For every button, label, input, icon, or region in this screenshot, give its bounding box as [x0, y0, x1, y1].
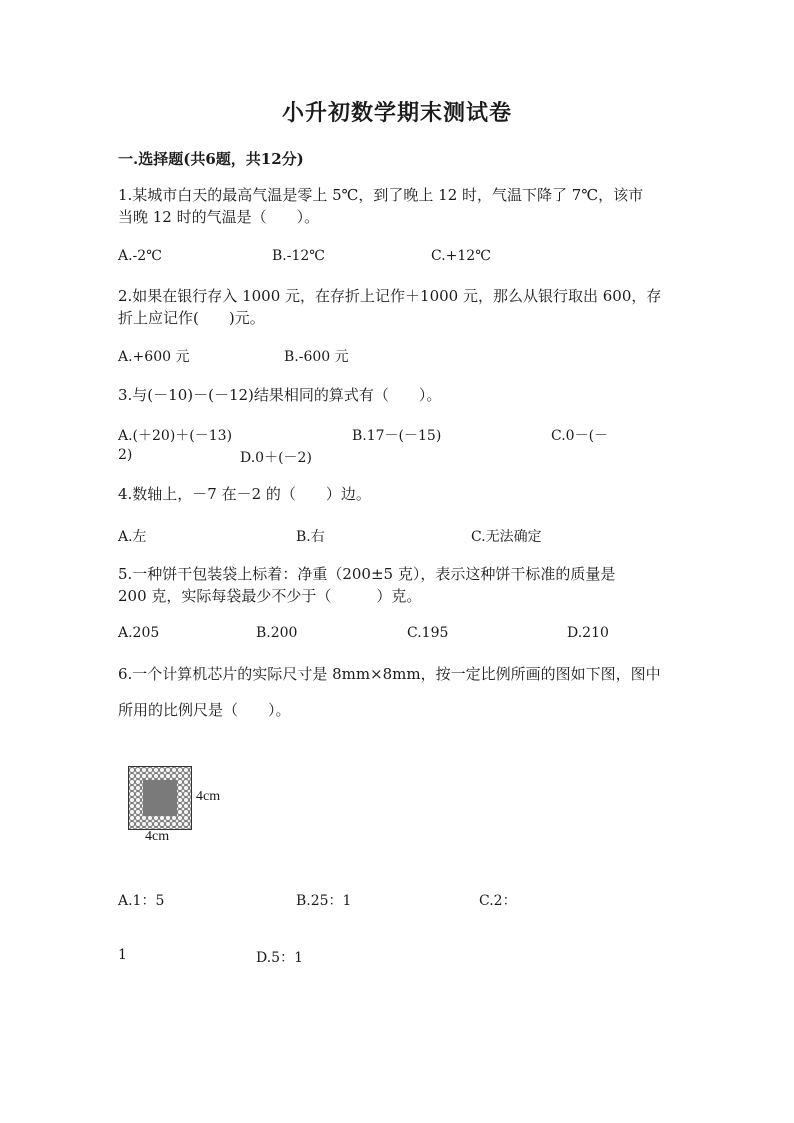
- question-3-option-a: A.(＋20)＋(－13): [118, 428, 233, 444]
- question-1-option-c: C.+12℃: [431, 248, 491, 264]
- question-3-option-c-cont: 2): [118, 447, 133, 463]
- question-1-line-1: 1.某城市白天的最高气温是零上 5℃，到了晚上 12 时，气温下降了 7℃，该市: [118, 186, 644, 204]
- question-5-line-1: 5.一种饼干包装袋上标着：净重（200±5 克），表示这种饼干标准的质量是: [118, 565, 616, 583]
- question-2-line-2: 折上应记作( )元。: [118, 309, 265, 327]
- question-5-option-a: A.205: [118, 625, 160, 641]
- question-5-option-b: B.200: [256, 625, 298, 641]
- question-5-line-2: 200 克，实际每袋最少不少于（ ）克。: [118, 587, 422, 605]
- question-1-line-2: 当晚 12 时的气温是（ ）。: [118, 208, 320, 226]
- question-6-option-c: C.2：: [479, 893, 517, 909]
- figure-bottom-label: 4cm: [145, 829, 170, 844]
- question-4-line-1: 4.数轴上，－7 在－2 的（ ）边。: [118, 485, 371, 503]
- question-3-line-1: 3.与(－10)－(－12)结果相同的算式有（ ）。: [118, 386, 442, 404]
- question-2-option-b: B.-600 元: [284, 349, 349, 365]
- question-6-option-d: D.5：1: [256, 950, 303, 966]
- question-4-option-b: B.右: [296, 529, 325, 545]
- question-2-line-1: 2.如果在银行存入 1000 元，在存折上记作＋1000 元，那么从银行取出 600，存: [118, 287, 662, 305]
- question-6-line-2: 所用的比例尺是（ ）。: [118, 701, 291, 719]
- figure-side-label: 4cm: [196, 789, 221, 804]
- question-3-option-c: C.0－(－: [551, 428, 609, 444]
- question-6-option-c-cont: 1: [118, 947, 127, 963]
- question-4-option-a: A.左: [118, 529, 147, 545]
- question-6-option-b: B.25：1: [296, 893, 352, 909]
- section-heading: 一.选择题(共6题，共12分): [118, 150, 304, 168]
- question-6-option-a: A.1：5: [118, 893, 165, 909]
- question-5-option-c: C.195: [407, 625, 449, 641]
- question-3-option-b: B.17－(－15): [352, 428, 442, 444]
- chip-figure: [128, 766, 192, 830]
- question-1-option-a: A.-2℃: [118, 248, 162, 264]
- question-3-option-d: D.0＋(－2): [240, 450, 312, 466]
- question-1-option-b: B.-12℃: [272, 248, 325, 264]
- chip-core: [143, 780, 177, 816]
- page-title: 小升初数学期末测试卷: [281, 100, 512, 126]
- question-6-line-1: 6.一个计算机芯片的实际尺寸是 8mm×8mm，按一定比例所画的图如下图，图中: [118, 665, 661, 683]
- question-2-option-a: A.+600 元: [118, 349, 190, 365]
- question-4-option-c: C.无法确定: [471, 529, 542, 545]
- question-5-option-d: D.210: [567, 625, 609, 641]
